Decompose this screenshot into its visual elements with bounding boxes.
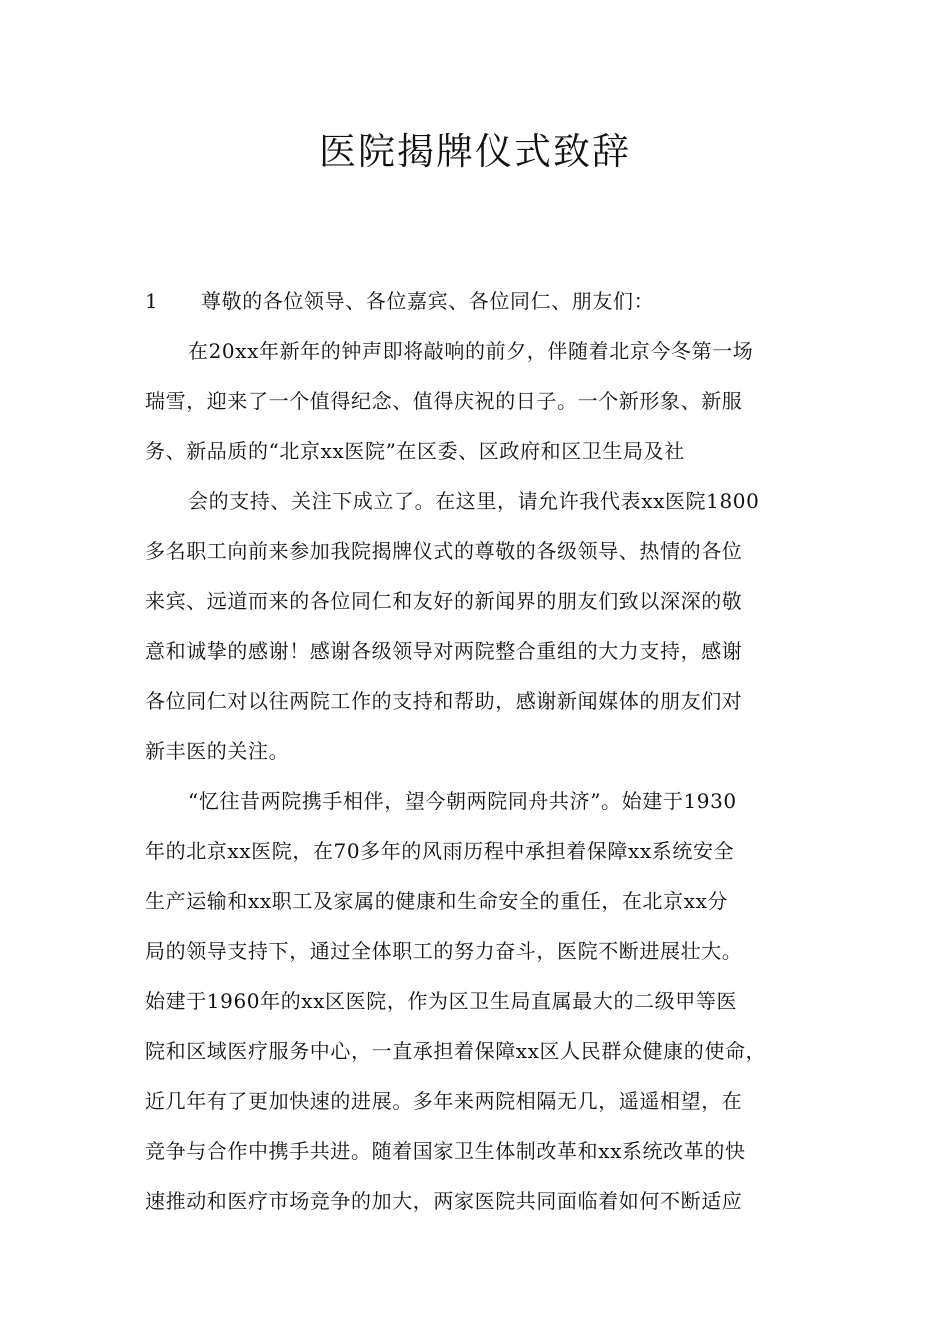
paragraph-line: 意和诚挚的感谢！感谢各级领导对两院整合重组的大力支持，感谢 [145,639,743,663]
paragraph-line: 务、新品质的“北京xx医院”在区委、区政府和区卫生局及社 [145,439,685,463]
paragraph-line: 各位同仁对以往两院工作的支持和帮助，感谢新闻媒体的朋友们对 [145,689,743,713]
paragraph-line: 速推动和医疗市场竞争的加大，两家医院共同面临着如何不断适应 [145,1189,743,1213]
paragraph-line: 竞争与合作中携手共进。随着国家卫生体制改革和xx系统改革的快 [145,1139,746,1163]
paragraph-line: 始建于1960年的xx区医院，作为区卫生局直属最大的二级甲等医 [145,989,738,1013]
paragraph-line: 来宾、远道而来的各位同仁和友好的新闻界的朋友们致以深深的敬 [145,589,743,613]
paragraph-line: 院和区域医疗服务中心，一直承担着保障xx区人民群众健康的使命， [145,1039,767,1063]
paragraph-line: 多名职工向前来参加我院揭牌仪式的尊敬的各级领导、热情的各位 [145,539,743,563]
paragraph-line: 在20xx年新年的钟声即将敲响的前夕，伴随着北京今冬第一场 [188,339,754,363]
paragraph-line: 近几年有了更加快速的进展。多年来两院相隔无几，遥遥相望，在 [145,1089,743,1113]
paragraph-line: 会的支持、关注下成立了。在这里，请允许我代表xx医院1800 [188,489,760,513]
paragraph-line: 局的领导支持下，通过全体职工的努力奋斗，医院不断进展壮大。 [145,939,743,963]
salutation: 尊敬的各位领导、各位嘉宾、各位同仁、朋友们： [201,289,655,313]
paragraph-line: “忆往昔两院携手相伴，望今朝两院同舟共济”。始建于1930 [188,789,737,813]
paragraph-line: 生产运输和xx职工及家属的健康和生命安全的重任，在北京xx分 [145,889,729,913]
paragraph-line: 新丰医的关注。 [145,739,290,763]
document-title: 医院揭牌仪式致辞 [319,130,631,173]
section-number: 1 [145,289,158,313]
paragraph-line: 瑞雪，迎来了一个值得纪念、值得庆祝的日子。一个新形象、新服 [145,389,743,413]
paragraph-line: 年的北京xx医院，在70多年的风雨历程中承担着保障xx系统安全 [145,839,735,863]
